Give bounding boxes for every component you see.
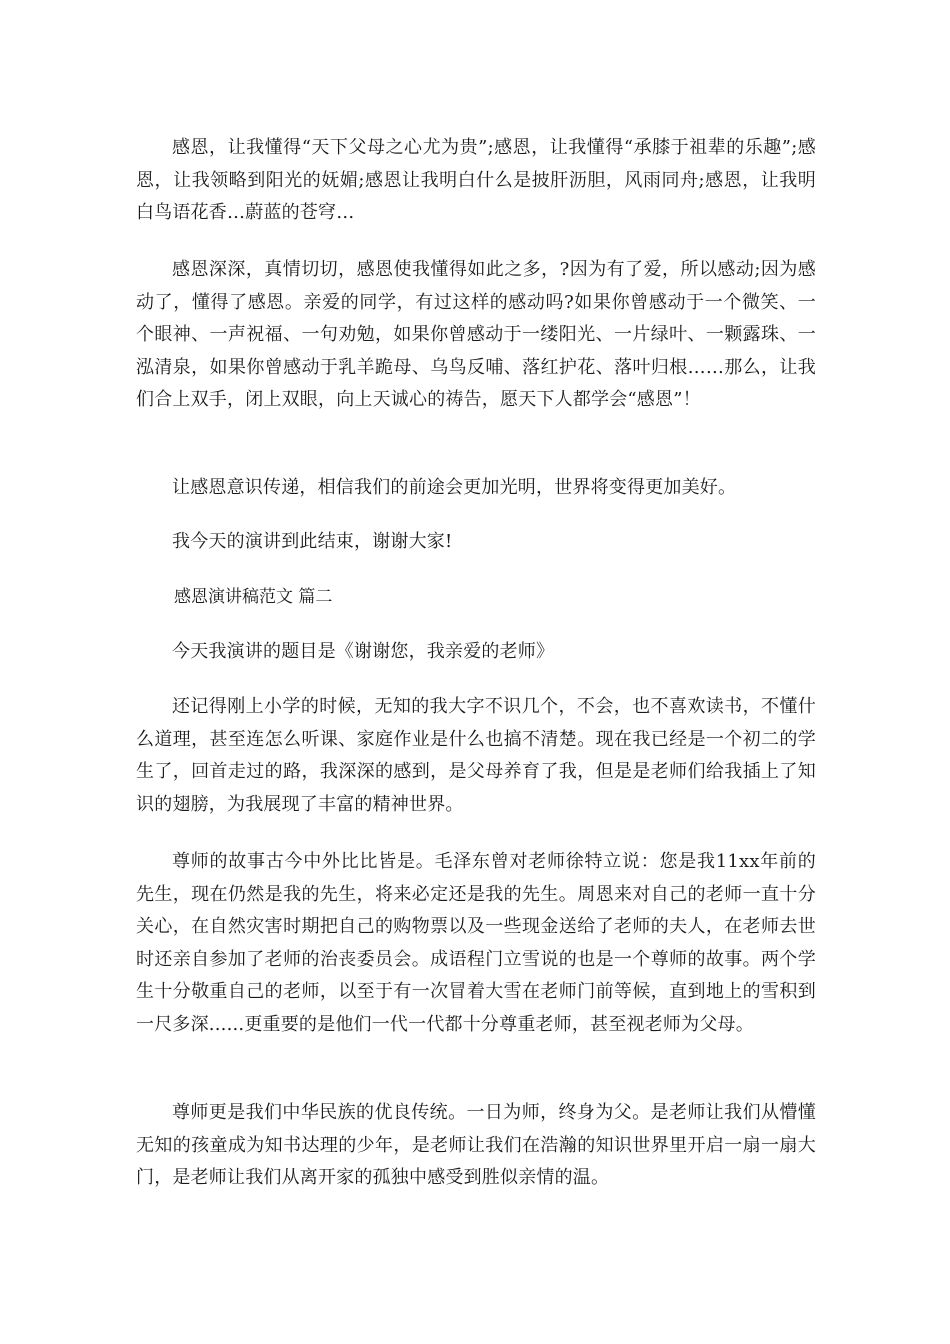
paragraph-speech-end: 我今天的演讲到此结束，谢谢大家! (172, 531, 453, 552)
paragraph-school-memories: 还记得刚上小学的时候，无知的我大字不识几个，不会，也不喜欢读书，不懂什么道理，甚至连怎么听课、家庭作业是什么也搞不清楚。现在我已经是一个初二的学生了，回首走过的路，我深深的感到，是父母养育了我，但是是老师们给我插上了知识的翅膀，为我展现了丰富的精神世界。 (136, 696, 816, 815)
paragraph-gratitude-deep: 感恩深深，真情切切，感恩使我懂得如此之多，?因为有了爱，所以感动;因为感动了，懂得了感恩。亲爱的同学，有过这样的感动吗?如果你曾感动于一个微笑、一个眼神、一声祝福、一句劝勉，如果你曾感动于一缕阳光、一片绿叶、一颗露珠、一泓清泉，如果你曾感动于乳羊跪母、乌鸟反哺、落红护花、落叶归根……那么，让我们合上双手，闭上双眼，向上天诚心的祷告，愿天下人都学会“感恩”！ (136, 259, 816, 410)
paragraph-respect-stories: 尊师的故事古今中外比比皆是。毛泽东曾对老师徐特立说：您是我11xx年前的先生，现在仍然是我的先生，将来必定还是我的先生。周恩来对自己的老师一直十分关心，在自然灾害时期把自己的购物票以及一些现金送给了老师的夫人，在老师去世时还亲自参加了老师的治丧委员会。成语程门立雪说的也是一个尊师的故事。两个学生十分敬重自己的老师，以至于有一次冒着大雪在老师门前等候，直到地上的雪积到一尺多深......更重要的是他们一代一代都十分尊重老师，甚至视老师为父母。 (136, 851, 816, 1035)
paragraph-gratitude-understanding: 感恩，让我懂得“天下父母之心尤为贵”;感恩，让我懂得“承膝于祖辈的乐趣”;感恩，让我领略到阳光的妩媚;感恩让我明白什么是披肝沥胆，风雨同舟;感恩，让我明白鸟语花香…蔚蓝的苍穹… (136, 137, 816, 223)
paragraph-tradition: 尊师更是我们中华民族的优良传统。一日为师，终身为父。是老师让我们从懵懂无知的孩童成为知书达理的少年，是老师让我们在浩瀚的知识世界里开启一扇一扇大门，是老师让我们从离开家的孤独中感受到胜似亲情的温。 (136, 1102, 816, 1188)
paragraph-speech-topic: 今天我演讲的题目是《谢谢您，我亲爱的老师》 (172, 641, 555, 662)
paragraph-gratitude-spread: 让感恩意识传递，相信我们的前途会更加光明，世界将变得更加美好。 (172, 477, 737, 498)
section-heading: 感恩演讲稿范文 篇二 (174, 587, 333, 607)
